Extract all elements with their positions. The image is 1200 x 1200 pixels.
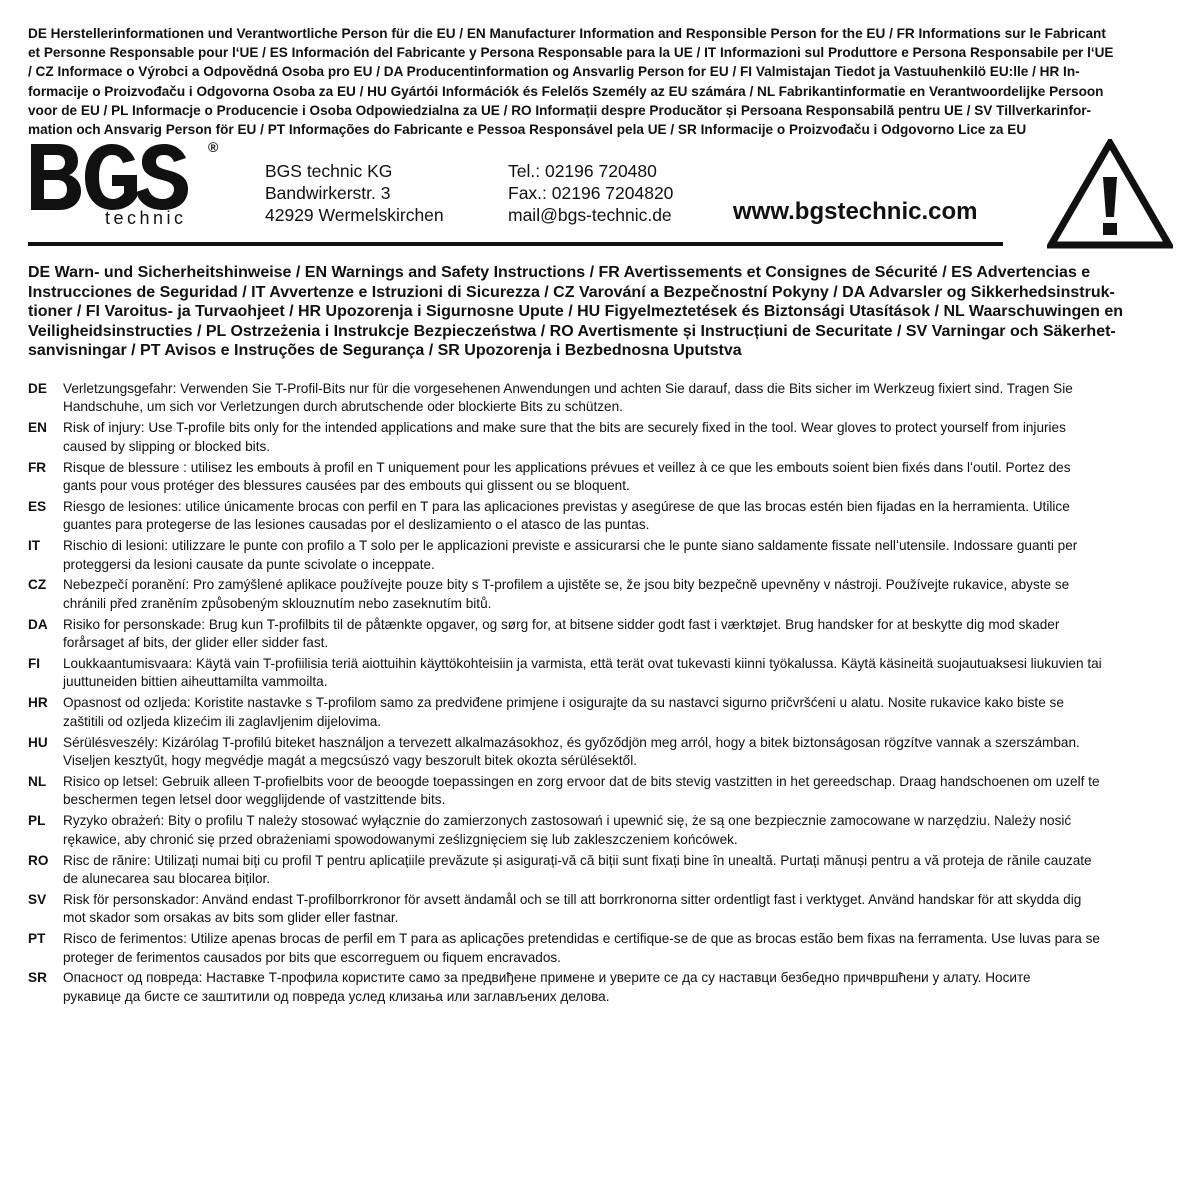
language-code: ES — [28, 498, 47, 514]
warning-entry — [28, 419, 1178, 458]
warning-text-line: proteger de ferimentos causados por bits que escorreguem ou fiquem encravados. — [63, 949, 561, 965]
warnings-heading-line: DE Warn- und Sicherheitshinweise / EN Warnings and Safety Instructions / FR Avertissements et Consignes de Sécurité / ES Advertencias e — [28, 264, 1091, 281]
warning-text — [63, 498, 1178, 535]
warning-text-line: Risk of injury: Use T-profile bits only for the intended applications and make sure that the bits are securely fixed in the tool. Wear gloves to protect yourself from injuries — [63, 420, 1066, 436]
warning-text-line: Risco de ferimentos: Utilize apenas brocas de perfil em T para as aplicações pretendidas e certifique-se de que as brocas estão bem fixas na ferramenta. Use luvas para se — [63, 931, 1100, 947]
warnings-heading — [28, 263, 1178, 361]
warning-entry — [28, 930, 1178, 969]
warning-text-line: Risque de blessure : utilisez les embouts à profil en T uniquement pour les applications prévues et veillez à ce que les embouts soient bien fixés dans lʻoutil. Portez des — [63, 459, 1071, 475]
logo-subtitle: technic — [105, 208, 187, 226]
heading-line: formacije o Proizvođaču i Odgovorna Osoba za EU / HU Gyártói Információk és Felelős Személy az EU számára / NL Fabrikantinformatie en Verantwoordelijke Persoon — [28, 83, 1104, 99]
warning-text — [63, 852, 1178, 889]
warning-text-line: proteggersi da lesioni causate da punte scivolate o inceppate. — [63, 556, 435, 572]
warning-text-line: Risico op letsel: Gebruik alleen T-profielbits voor de beoogde toepassingen en zorg ervoor dat de bits stevig vastzitten in het gereedschap. Draag handschoenen om uzelf te — [63, 773, 1100, 789]
language-code: SV — [28, 891, 47, 907]
heading-line: DE Herstellerinformationen und Verantwortliche Person für die EU / EN Manufacturer Information and Responsible Person for the EU / FR Informations sur le Fabricant — [28, 26, 1106, 41]
warning-text-line: caused by slipping or blocked bits. — [63, 438, 271, 454]
heading-line: / CZ Informace o Výrobci a Odpovědná Osoba pro EU / DA Producentinformation og Ansvarlig Person for EU / FI Valmistajan Tiedot ja Vastuuhenkilö EU:lle / HR In- — [28, 64, 1080, 80]
warning-entries-list — [28, 380, 1178, 1009]
warning-text-line: juuttuneiden bittien aiheuttamilta vammoilta. — [63, 674, 328, 690]
language-code: SR — [28, 970, 47, 986]
warning-text-line: guantes para protegerse de las lesiones causadas por el deslizamiento o el atasco de las puntas. — [63, 517, 650, 533]
warning-text — [63, 537, 1178, 574]
warnings-heading-line: tioner / FI Varoitus- ja Turvaohjeet / HR Upozorenja i Sigurnosne Upute / HU Figyelmeztetések és Biztonsági Utasítások / NL Waarschuwingen en — [28, 303, 1124, 321]
warning-text-line: Verletzungsgefahr: Verwenden Sie T-Profil-Bits nur für die vorgesehenen Anwendungen und achten Sie darauf, dass die Bits sicher im Werkzeug fixiert sind. Tragen Sie — [63, 381, 1073, 396]
warning-text-line: zaštitili od ozljeda klizećim ili zaglavljenim dijelovima. — [63, 713, 382, 729]
language-code: HR — [28, 695, 48, 711]
warning-text-line: Опасност од повреда: Наставке Т-профила користите само за предвиђене примене и уверите се да су наставци безбедно причвршћени у алату. Носите — [63, 970, 1031, 986]
company-name: BGS technic KG — [265, 161, 393, 181]
warning-text — [63, 773, 1178, 810]
heading-line: voor de EU / PL Informacje o Producencie i Osoba Odpowiedzialna za UE / RO Informații despre Producător și Persoana Responsabilă pentru UE / SV Tillverkarinfor- — [28, 102, 1092, 118]
eu-manufacturer-info-heading — [28, 24, 1178, 139]
warning-text-line: рукавице да бисте се заштитили од повреда услед клизања или заглављених делова. — [63, 988, 610, 1004]
company-street: Bandwirkerstr. 3 — [265, 183, 391, 203]
phone-number: Tel.: 02196 720480 — [508, 161, 657, 181]
bgs-technic-logo — [28, 140, 223, 226]
warning-text-line: Sérülésveszély: Kizárólag T-profilú biteket használjon a tervezett alkalmazásokhoz, és győződjön meg arról, hogy a bitek biztonságosan rögzítve vannak a szerszámban. — [63, 734, 1080, 750]
warning-text-line: Opasnost od ozljeda: Koristite nastavke s T-profilom samo za predviđene primjene i osigurajte da su nastavci sigurno pričvršćeni u alatu. Nosite rukavice kako biste se — [63, 695, 1064, 711]
language-code: DA — [28, 616, 48, 632]
warning-text — [63, 459, 1178, 496]
email-address: mail@bgs-technic.de — [508, 205, 672, 225]
warning-text — [63, 380, 1178, 417]
warning-entry — [28, 773, 1178, 812]
warning-entry — [28, 459, 1178, 498]
warning-text — [63, 930, 1178, 967]
warning-text — [63, 694, 1178, 731]
warning-entry — [28, 537, 1178, 576]
warning-entry — [28, 655, 1178, 694]
warning-entry — [28, 812, 1178, 851]
language-code: DE — [28, 381, 47, 396]
heading-line: et Personne Responsable pour lʻUE / ES Información del Fabricante y Persona Responsable para la UE / IT Informazioni sul Produttore e Persona Responsabile per lʻUE — [28, 45, 1114, 61]
language-code: PL — [28, 813, 46, 829]
company-contact — [508, 160, 673, 226]
warning-text-line: de alunecarea sau blocarea biților. — [63, 870, 271, 886]
warning-text-line: beschermen tegen letsel door wegglijdende of vastzittende bits. — [63, 792, 446, 808]
warning-entry — [28, 734, 1178, 773]
warning-text-line: mot skador som orsakas av bits som glider eller fastnar. — [63, 910, 399, 926]
warning-text-line: Handschuhe, um sich vor Verletzungen durch abrutschende oder blockierte Bits zu schützen. — [63, 399, 623, 415]
warning-text — [63, 655, 1178, 692]
warning-text — [63, 812, 1178, 849]
warning-text-line: Risiko for personskade: Brug kun T-profilbits til de påtænkte opgaver, og sørg for, at bitsene sidder godt fast i værktøjet. Brug handsker for at beskytte dig mod skader — [63, 616, 1060, 632]
warning-text — [63, 891, 1178, 928]
warnings-heading-line: Instrucciones de Seguridad / IT Avvertenze e Istruzioni di Sicurezza / CZ Varování a Bezpečnostní Pokyny / DA Advarsler og Sikkerhedsinstruk- — [28, 283, 1115, 301]
warning-text-line: rękawice, aby chronić się przed obrażeniami spowodowanymi ześlizgnięciem się lub zakleszczeniem końcówek. — [63, 831, 738, 847]
language-code: EN — [28, 420, 47, 436]
warning-text-line: forårsaget af bits, der glider eller sidder fast. — [63, 635, 329, 651]
language-code: RO — [28, 852, 49, 868]
warning-entry — [28, 891, 1178, 930]
website-link: www.bgstechnic.com — [733, 198, 978, 225]
warning-text-line: Riesgo de lesiones: utilice únicamente brocas con perfil en T para las aplicaciones previstas y asegúrese de que las brocas estén bien fijadas en la herramienta. Utilice — [63, 498, 1070, 514]
company-address — [265, 160, 444, 226]
warning-text — [63, 616, 1178, 653]
warning-triangle-icon — [1047, 139, 1173, 249]
language-code: NL — [28, 773, 47, 789]
warning-text-line: Rischio di lesioni: utilizzare le punte con profilo a T solo per le applicazioni previste e assicurarsi che le punte siano saldamente fissate nellʻutensile. Indossare guanti per — [63, 538, 1078, 554]
registered-mark: ® — [208, 140, 219, 155]
warning-text-line: Loukkaantumisvaara: Käytä vain T-profiilisia teriä aiottuihin käyttökohteisiin ja varmista, että terät ovat tukevasti kiinni työkalussa. Käytä käsineitä suojautuaksesi liukuvien tai — [63, 656, 1102, 672]
warning-text-line: Ryzyko obrażeń: Bity o profilu T należy stosować wyłącznie do zamierzonych zastosowań i upewnić się, że są one bezpiecznie zamocowane w narzędziu. Należy nosić — [63, 813, 1072, 829]
warning-text — [63, 969, 1178, 1006]
header-divider — [28, 242, 1003, 246]
heading-line: mation och Ansvarig Person för EU / PT Informações do Fabricante e Pessoa Responsável pela UE / SR Informacije o Proizvođaču i Odgovorno Lice za EU — [28, 122, 1027, 138]
language-code: PT — [28, 931, 46, 947]
warnings-heading-line: Veiligheidsinstructies / PL Ostrzeżenia i Instrukcje Bezpieczeństwa / RO Avertismente și Instrucțiuni de Securitate / SV Varningar och Säkerhet- — [28, 322, 1116, 340]
warning-text — [63, 734, 1178, 771]
warning-entry — [28, 616, 1178, 655]
warning-entry — [28, 852, 1178, 891]
fax-number: Fax.: 02196 7204820 — [508, 183, 674, 203]
warning-text-line: chránili před zraněním způsobeným sklouznutím nebo zaseknutím bitů. — [63, 595, 492, 611]
warning-entry — [28, 498, 1178, 537]
language-code: FI — [28, 656, 41, 672]
warning-text-line: Risk för personskador: Använd endast T-profilborrkronor för avsett ändamål och se till att borrkronorna sitter ordentligt fast i verktyget. Använd handskar för att skydda dig — [63, 891, 1082, 907]
warning-entry — [28, 576, 1178, 615]
warning-text — [63, 419, 1178, 456]
warning-entry — [28, 694, 1178, 733]
language-code: FR — [28, 459, 47, 475]
language-code: HU — [28, 734, 48, 750]
warnings-heading-line: sanvisningar / PT Avisos e Instruções de Segurança / SR Upozorenja i Bezbednosna Uputstva — [28, 342, 742, 360]
company-city: 42929 Wermelskirchen — [265, 205, 444, 225]
warning-text-line: Nebezpečí poranění: Pro zamýšlené aplikace používejte pouze bity s T-profilem a ujistěte se, že jsou bity bezpečně upevněny v nástroji. Používejte rukavice, abyste se — [63, 577, 1070, 593]
warning-text-line: Risc de rănire: Utilizați numai biți cu profil T pentru aplicațiile prevăzute și asigurați-vă că biții sunt fixați bine în unealtă. Purtați mănuși pentru a vă proteja de rănile cauzate — [63, 852, 1092, 868]
language-code: IT — [28, 538, 41, 554]
warning-text-line: gants pour vous protéger des blessures causées par des embouts qui glissent ou se bloquent. — [63, 478, 630, 493]
warning-entry — [28, 380, 1178, 419]
warning-text — [63, 576, 1178, 613]
warning-entry — [28, 969, 1178, 1008]
language-code: CZ — [28, 577, 47, 593]
warning-text-line: Viseljen kesztyűt, hogy megvédje magát a megcsúszó vagy beszorult bitek okozta sérülésektől. — [63, 753, 638, 769]
